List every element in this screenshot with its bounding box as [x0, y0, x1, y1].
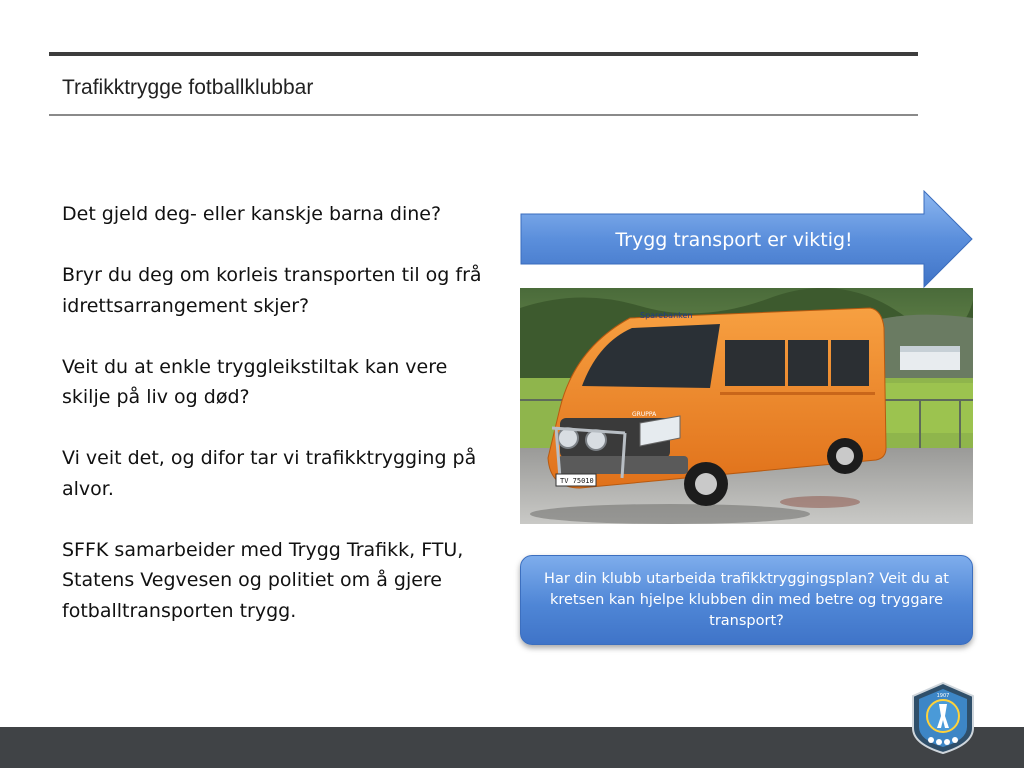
sponsor-text: Sparebanken	[640, 311, 693, 320]
paragraph-3: Veit du at enkle tryggleikstiltak kan vere skilje på liv og død?	[62, 355, 448, 408]
footer-bar	[0, 727, 1024, 768]
crest-year: 1907	[936, 693, 950, 699]
minibus-photo	[520, 288, 973, 524]
slide-title: Trafikktrygge fotballklubbar	[62, 76, 314, 99]
arrow-label: Trygg transport er viktig!	[615, 229, 853, 251]
title-rule	[49, 114, 918, 116]
license-plate: TV 75010	[560, 477, 594, 485]
paragraph-2: Bryr du deg om korleis transporten til og frå idrettsarrangement skjer?	[62, 264, 482, 317]
paragraph-1: Det gjeld deg- eller kanskje barna dine?	[62, 203, 442, 225]
body-text	[62, 199, 492, 657]
paragraph-4: Vi veit det, og difor tar vi trafikktrygging på alvor.	[62, 447, 477, 500]
info-box: Har din klubb utarbeida trafikktryggingsplan? Veit du at kretsen kan hjelpe klubben din med betre og tryggare transport?	[520, 555, 973, 645]
top-rule	[49, 52, 918, 56]
paragraph-5: SFFK samarbeider med Trygg Trafikk, FTU, Statens Vegvesen og politiet om å gjere fotballtransporten trygg.	[62, 538, 464, 622]
club-crest-icon	[912, 682, 974, 754]
grille-text: GRUPPA	[632, 411, 657, 418]
